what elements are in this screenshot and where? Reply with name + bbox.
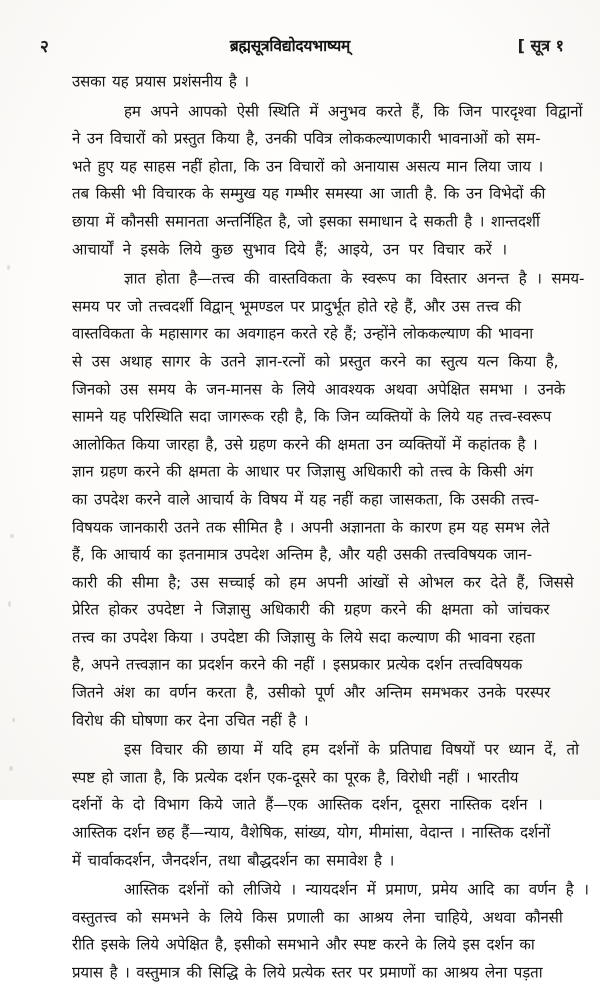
text-line: हैं, कि आचार्य का इतनामात्र उपदेश अन्तिम है, और यही उसकी तत्त्वविषयक जान- bbox=[72, 545, 532, 564]
scan-speckle bbox=[8, 601, 11, 607]
text-line: ज्ञात होता है—तत्त्व की वास्तविकता के स्वरूप का विस्तार अनन्त है । समय- bbox=[124, 269, 585, 288]
text-line: वास्तविकता के महासागर का अवगाहन करते रहे हैं; उन्होंने लोककल्याण की भावना bbox=[72, 324, 533, 344]
text-line: छाया में कौनसी समानता अन्तर्निहित है, जो इसका समाधान दे सकती है । शान्तदर्शी bbox=[72, 212, 540, 231]
text-line: जितने अंश का वर्णन करता है, उसीको पूर्ण और अन्तिम समभकर उनके परस्पर bbox=[72, 683, 551, 702]
text-line: कारी की सीमा है; उस सच्चाई को हम अपनी आंखों से ओभल कर देते हैं, जिससे bbox=[72, 572, 574, 592]
text-line: आस्तिक दर्शनों को लीजिये । न्यायदर्शन में प्रमाण, प्रमेय आदि का वर्णन है । bbox=[124, 880, 589, 899]
scan-speckle bbox=[9, 766, 13, 771]
text-line: विरोध की घोषणा कर देना उचित नहीं है । bbox=[72, 710, 309, 730]
text-line: आस्तिक दर्शन छह हैं—न्याय, वैशेषिक, सांख्य, योग, मीमांसा, वेदान्त । नास्तिक दर्शनों bbox=[72, 823, 551, 842]
scan-speckle bbox=[7, 265, 10, 270]
text-line: ने उन विचारों को प्रस्तुत किया है, उनकी पवित्र लोककल्याणकारी भावनाओं को सम- bbox=[72, 129, 541, 148]
text-line: प्रयास है । वस्तुमात्र की सिद्धि के लिये प्रत्येक स्तर पर प्रमाणों का आश्रय लेना पड़ता bbox=[72, 963, 543, 982]
text-line: उसका यह प्रयास प्रशंसनीय है । bbox=[72, 72, 249, 91]
page-folio-number: २ bbox=[40, 37, 50, 57]
text-line: हम अपने आपको ऐसी स्थिति में अनुभव करते हैं, कि जिन पारदृश्वा विद्वानों bbox=[124, 101, 583, 121]
text-line: से उस अथाह सागर के उतने ज्ञान-रत्नों को प्रस्तुत करने का स्तुत्य यत्न किया है, bbox=[72, 352, 559, 371]
scan-speckle bbox=[12, 718, 15, 722]
text-line: इस विचार की छाया में यदि हम दर्शनों के प्रतिपाद्य विषयों पर ध्यान दें, तो bbox=[124, 740, 579, 759]
text-line: तत्त्व का उपदेश किया । उपदेष्टा की जिज्ञासु के लिये सदा कल्याण की भावना रहता bbox=[72, 627, 535, 647]
text-line: स्पष्ट हो जाता है, कि प्रत्येक दर्शन एक-दूसरे का पूरक है, विरोधी नहीं । भारतीय bbox=[72, 767, 519, 787]
text-line: जिनको उस समय के जन-मानस के लिये आवश्यक अथवा अपेक्षित समभा । उनके bbox=[72, 379, 566, 399]
text-line: प्रेरित होकर उपदेष्टा ने जिज्ञासु अधिकारी की ग्रहण करने की क्षमता को जांचकर bbox=[72, 600, 550, 619]
text-line: में चार्वाकदर्शन, जैनदर्शन, तथा बौद्धदर्शन का समावेश है । bbox=[72, 850, 395, 870]
sutra-reference: [ सूत्र १ bbox=[517, 36, 564, 55]
text-line: भते हुए यह साहस नहीं होता, कि उन विचारों को अनायास असत्य मान लिया जाय । bbox=[72, 156, 544, 176]
text-line: आलोकित किया जारहा है, उसे ग्रहण करने की क्षमता उन व्यक्तियों में कहांतक है । bbox=[72, 434, 538, 454]
text-line: वस्तुतत्त्व को समभने के लिये किस प्रणाली का आश्रय लेना चाहिये, अथवा कौनसी bbox=[72, 907, 563, 927]
scan-speckle bbox=[10, 534, 14, 538]
text-line: दर्शनों के दो विभाग किये जाते हैं—एक आस्तिक दर्शन, दूसरा नास्तिक दर्शन । bbox=[72, 795, 543, 815]
text-line: समय पर जो तत्त्वदर्शी विद्वान् भूमण्डल पर प्रादुर्भूत होते रहे हैं, और उस तत्त्व की bbox=[72, 296, 521, 316]
running-title: ब्रह्मसूत्रविद्योदयभाष्यम् bbox=[229, 36, 351, 56]
text-line: का उपदेश करने वाले आचार्य के विषय में यह नहीं कहा जासकता, कि उसकी तत्त्व- bbox=[72, 490, 540, 509]
text-line: तब किसी भी विचारक के सम्मुख यह गम्भीर समस्या आ जाती है. कि उन विभेदों की bbox=[72, 184, 546, 204]
text-line: रीति इसके लिये अपेक्षित है, इसीको समभाने और स्पष्ट करने के लिये इस दर्शन का bbox=[72, 935, 535, 955]
running-head bbox=[0, 34, 600, 60]
text-line: ज्ञान ग्रहण करने की क्षमता के आधार पर जिज्ञासु अधिकारी को तत्त्व के किसी अंग bbox=[72, 462, 533, 481]
text-line: आचार्यों ने इसके लिये कुछ सुभाव दिये हैं; आइये, उन पर विचार करें । bbox=[72, 239, 507, 259]
body-text-block bbox=[72, 68, 589, 987]
text-line: सामने यह परिस्थिति सदा जागरूक रही है, कि जिन व्यक्तियों के लिये यह तत्त्व-स्वरूप bbox=[72, 407, 552, 426]
text-line: विषयक जानकारी उतने तक सीमित है । अपनी अज्ञानता के कारण हम यह समभ लेते bbox=[72, 517, 550, 537]
text-line: है, अपने तत्त्वज्ञान का प्रदर्शन करने की नहीं । इसप्रकार प्रत्येक दर्शन तत्त्वविषयक bbox=[72, 655, 523, 675]
